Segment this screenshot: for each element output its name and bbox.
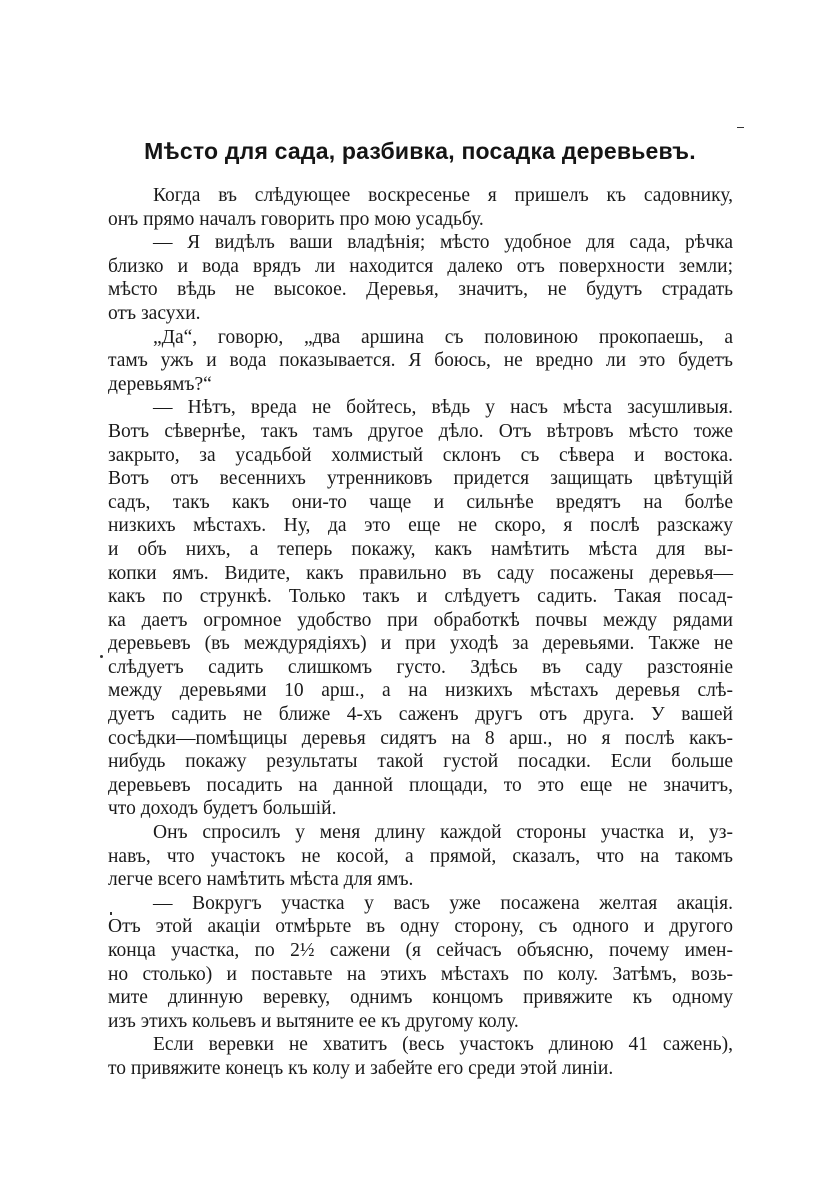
text-line: деревьевъ посадить на данной площади, то это еще не значитъ,	[108, 774, 733, 796]
body-text	[108, 184, 733, 1081]
text-line: Вотъ сѣвернѣе, такъ тамъ другое дѣло. Отъ вѣтровъ мѣсто тоже	[108, 420, 733, 442]
text-line: сосѣдки—помѣщицы деревья сидятъ на 8 арш., но я послѣ какъ-	[108, 727, 733, 749]
text-line: деревьямъ?“	[108, 373, 212, 395]
text-line: низкихъ мѣстахъ. Ну, да это еще не скоро, я послѣ разскажу	[108, 515, 733, 537]
text-line: мѣсто вѣдь не высокое. Деревья, значитъ, не будутъ страдать	[108, 279, 733, 301]
text-line: что доходъ будетъ большій.	[108, 798, 337, 820]
scan-mark	[100, 655, 103, 658]
text-line: отъ засухи.	[108, 302, 201, 324]
text-line: Онъ спросилъ у меня длину каждой стороны участка и, уз-	[153, 822, 733, 844]
paragraph	[108, 1033, 733, 1080]
text-line: навъ, что участокъ не косой, а прямой, сказалъ, что на такомъ	[108, 845, 733, 867]
text-line: ка даетъ огромное удобство при обработкѣ почвы между рядами	[108, 609, 733, 631]
text-line: Отъ этой акаціи отмѣрьте въ одну сторону, съ одного и другого	[108, 916, 733, 938]
text-line: изъ этихъ кольевъ и вытяните ее къ другому колу.	[108, 1010, 519, 1032]
text-line: какъ по стрункѣ. Только такъ и слѣдуетъ садить. Такая посад-	[108, 586, 733, 608]
paragraph	[108, 326, 733, 397]
text-line: Когда въ слѣдующее воскресенье я пришелъ къ садовнику,	[153, 185, 733, 206]
scan-mark	[737, 127, 744, 128]
text-line: — Я видѣлъ ваши владѣнія; мѣсто удобное для сада, рѣчка	[153, 232, 733, 254]
text-line: тамъ ужъ и вода показывается. Я боюсь, не вредно ли это будетъ	[108, 350, 733, 372]
text-line: легче всего намѣтить мѣста для ямъ.	[108, 869, 414, 891]
page-title: Мѣсто для сада, разбивка, посадка деревьевъ.	[144, 138, 696, 164]
text-line: но столько) и поставьте на этихъ мѣстахъ по колу. Затѣмъ, возь-	[108, 963, 733, 985]
text-line: Если веревки не хватитъ (весь участокъ длиною 41 сажень),	[153, 1034, 733, 1056]
paragraph	[108, 231, 733, 325]
text-line: мите длинную веревку, однимъ концомъ привяжите къ одному	[108, 987, 733, 1009]
scan-mark	[110, 912, 112, 915]
text-line: и объ нихъ, а теперь покажу, какъ намѣтить мѣста для вы-	[108, 538, 733, 560]
text-line: онъ прямо началъ говорить про мою усадьбу.	[108, 208, 484, 230]
text-line: — Нѣтъ, вреда не бойтесь, вѣдь у насъ мѣста засушливыя.	[153, 397, 733, 419]
paragraph	[108, 184, 733, 231]
paragraph	[108, 821, 733, 892]
text-line: закрыто, за усадьбой холмистый склонъ съ сѣвера и востока.	[108, 444, 733, 466]
text-line: садъ, такъ какъ они-то чаще и сильнѣе вредятъ на болѣе	[108, 491, 733, 513]
text-line: копки ямъ. Видите, какъ правильно въ саду посажены деревья—	[108, 562, 733, 584]
text-line: нибудь покажу результаты такой густой посадки. Если больше	[108, 751, 733, 773]
text-line: деревьевъ (въ междурядіяхъ) и при уходѣ за деревьями. Также не	[108, 633, 733, 655]
text-line: конца участка, по 2½ сажени (я сейчасъ объясню, почему имен-	[108, 940, 733, 961]
text-line: Вотъ отъ весеннихъ утренниковъ придется защищать цвѣтущій	[108, 468, 733, 490]
text-line: то привяжите конецъ къ колу и забейте его среди этой линіи.	[108, 1057, 614, 1079]
text-line: близко и вода врядъ ли находится далеко отъ поверхности земли;	[108, 255, 733, 277]
paragraph	[108, 396, 733, 821]
text-line: слѣдуетъ садить слишкомъ густо. Здѣсь въ саду разстояніе	[108, 656, 733, 678]
text-line: „Да“, говорю, „два аршина съ половиною прокопаешь, а	[153, 326, 733, 348]
text-line: между деревьями 10 арш., а на низкихъ мѣстахъ деревья слѣ-	[108, 680, 733, 702]
paragraph	[108, 892, 733, 1034]
text-line: — Вокругъ участка у васъ уже посажена желтая акація.	[153, 892, 733, 914]
text-line: дуетъ садить не ближе 4-хъ саженъ другъ отъ друга. У вашей	[108, 704, 733, 726]
